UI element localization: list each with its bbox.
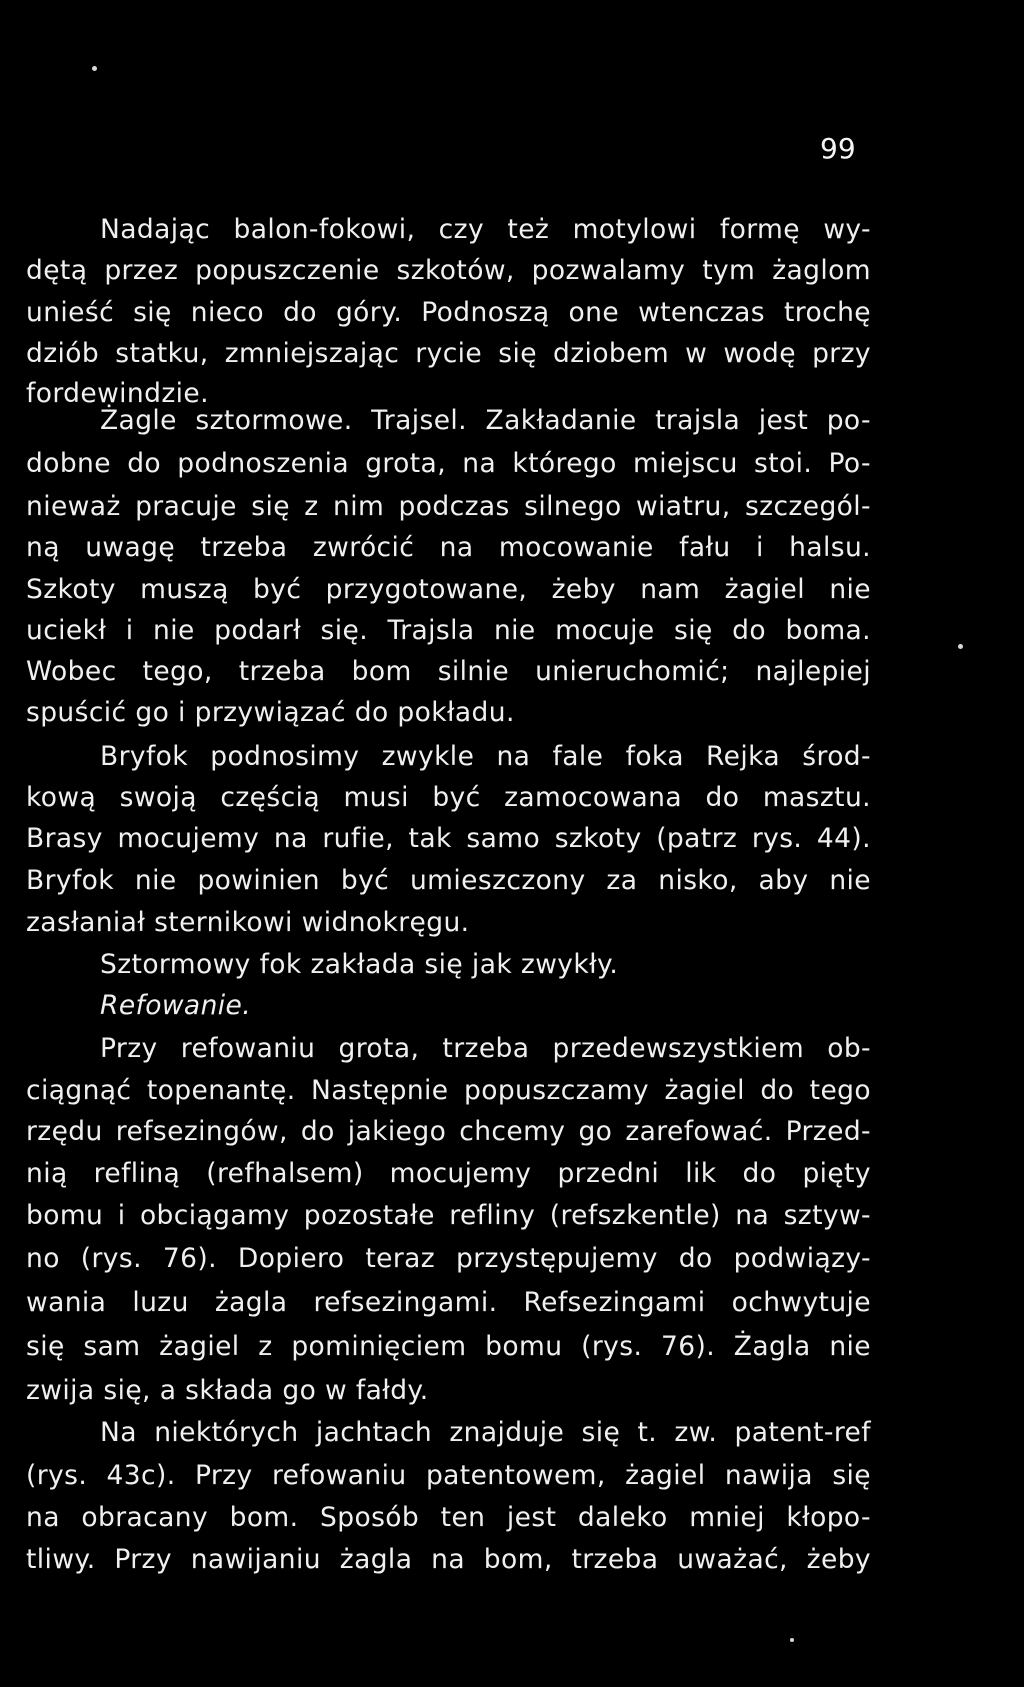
text-line: Szkoty muszą być przygotowane, żeby nam żagiel nie	[26, 574, 871, 605]
text-line: dobne do podnoszenia grota, na którego miejscu stoi. Po-	[26, 448, 871, 479]
text-line: nieważ pracuje się z nim podczas silnego wiatru, szczegól-	[26, 491, 871, 522]
print-speck	[958, 644, 963, 649]
text-line: Bryfok podnosimy zwykle na fale foka Rejka środ-	[100, 741, 871, 772]
text-line: no (rys. 76). Dopiero teraz przystępujemy do podwiązy-	[26, 1243, 871, 1274]
text-line: (rys. 43c). Przy refowaniu patentowem, żagiel nawija się	[26, 1460, 871, 1491]
text-line: Bryfok nie powinien być umieszczony za nisko, aby nie	[26, 865, 871, 896]
text-line: kową swoją częścią musi być zamocowana do masztu.	[26, 782, 871, 813]
text-line: dętą przez popuszczenie szkotów, pozwalamy tym żaglom	[26, 255, 871, 286]
text-line: się sam żagiel z pominięciem bomu (rys. 76). Żagla nie	[26, 1331, 871, 1362]
text-line: spuścić go i przywiązać do pokładu.	[26, 697, 515, 728]
text-line: tliwy. Przy nawijaniu żagla na bom, trzeba uważać, żeby	[26, 1544, 871, 1575]
text-line: Brasy mocujemy na rufie, tak samo szkoty (patrz rys. 44).	[26, 823, 871, 854]
text-line: zwija się, a składa go w fałdy.	[26, 1375, 429, 1406]
text-line: ciągnąć topenantę. Następnie popuszczamy żagiel do tego	[26, 1075, 871, 1106]
section-heading-line: Żagle sztormowe. Trajsel. Zakładanie trajsla jest po-	[100, 405, 871, 436]
text-line: Przy refowaniu grota, trzeba przedewszystkiem ob-	[100, 1033, 871, 1064]
text-line: bomu i obciągamy pozostałe refliny (refszkentle) na sztyw-	[26, 1200, 871, 1231]
text-line: ną uwagę trzeba zwrócić na mocowanie fału i halsu.	[26, 532, 871, 563]
text-line: Sztormowy fok zakłada się jak zwykły.	[100, 949, 619, 980]
text-line: rzędu refsezingów, do jakiego chcemy go zarefować. Przed-	[26, 1116, 871, 1147]
print-speck	[92, 66, 97, 71]
text-line: uciekł i nie podarł się. Trajsla nie mocuje się do boma.	[26, 615, 871, 646]
print-speck	[790, 1638, 794, 1642]
text-line: fordewindzie.	[26, 378, 209, 409]
text-line: zasłaniał sternikowi widnokręgu.	[26, 907, 470, 938]
text-line: unieść się nieco do góry. Podnoszą one wtenczas trochę	[26, 297, 871, 328]
page-number: 99	[820, 132, 856, 165]
text-line: Nadając balon-fokowi, czy też motylowi formę wy-	[100, 214, 871, 245]
text-line: wania luzu żagla refsezingami. Refsezingami ochwytuje	[26, 1287, 871, 1318]
text-line: Wobec tego, trzeba bom silnie unieruchomić; najlepiej	[26, 656, 871, 687]
text-line: na obracany bom. Sposób ten jest daleko mniej kłopo-	[26, 1502, 871, 1533]
text-line: dziób statku, zmniejszając rycie się dziobem w wodę przy	[26, 338, 871, 369]
text-line: Na niektórych jachtach znajduje się t. zw. patent-ref	[100, 1417, 871, 1448]
section-heading: Refowanie.	[100, 990, 252, 1021]
text-line: nią refliną (refhalsem) mocujemy przedni lik do pięty	[26, 1158, 871, 1189]
